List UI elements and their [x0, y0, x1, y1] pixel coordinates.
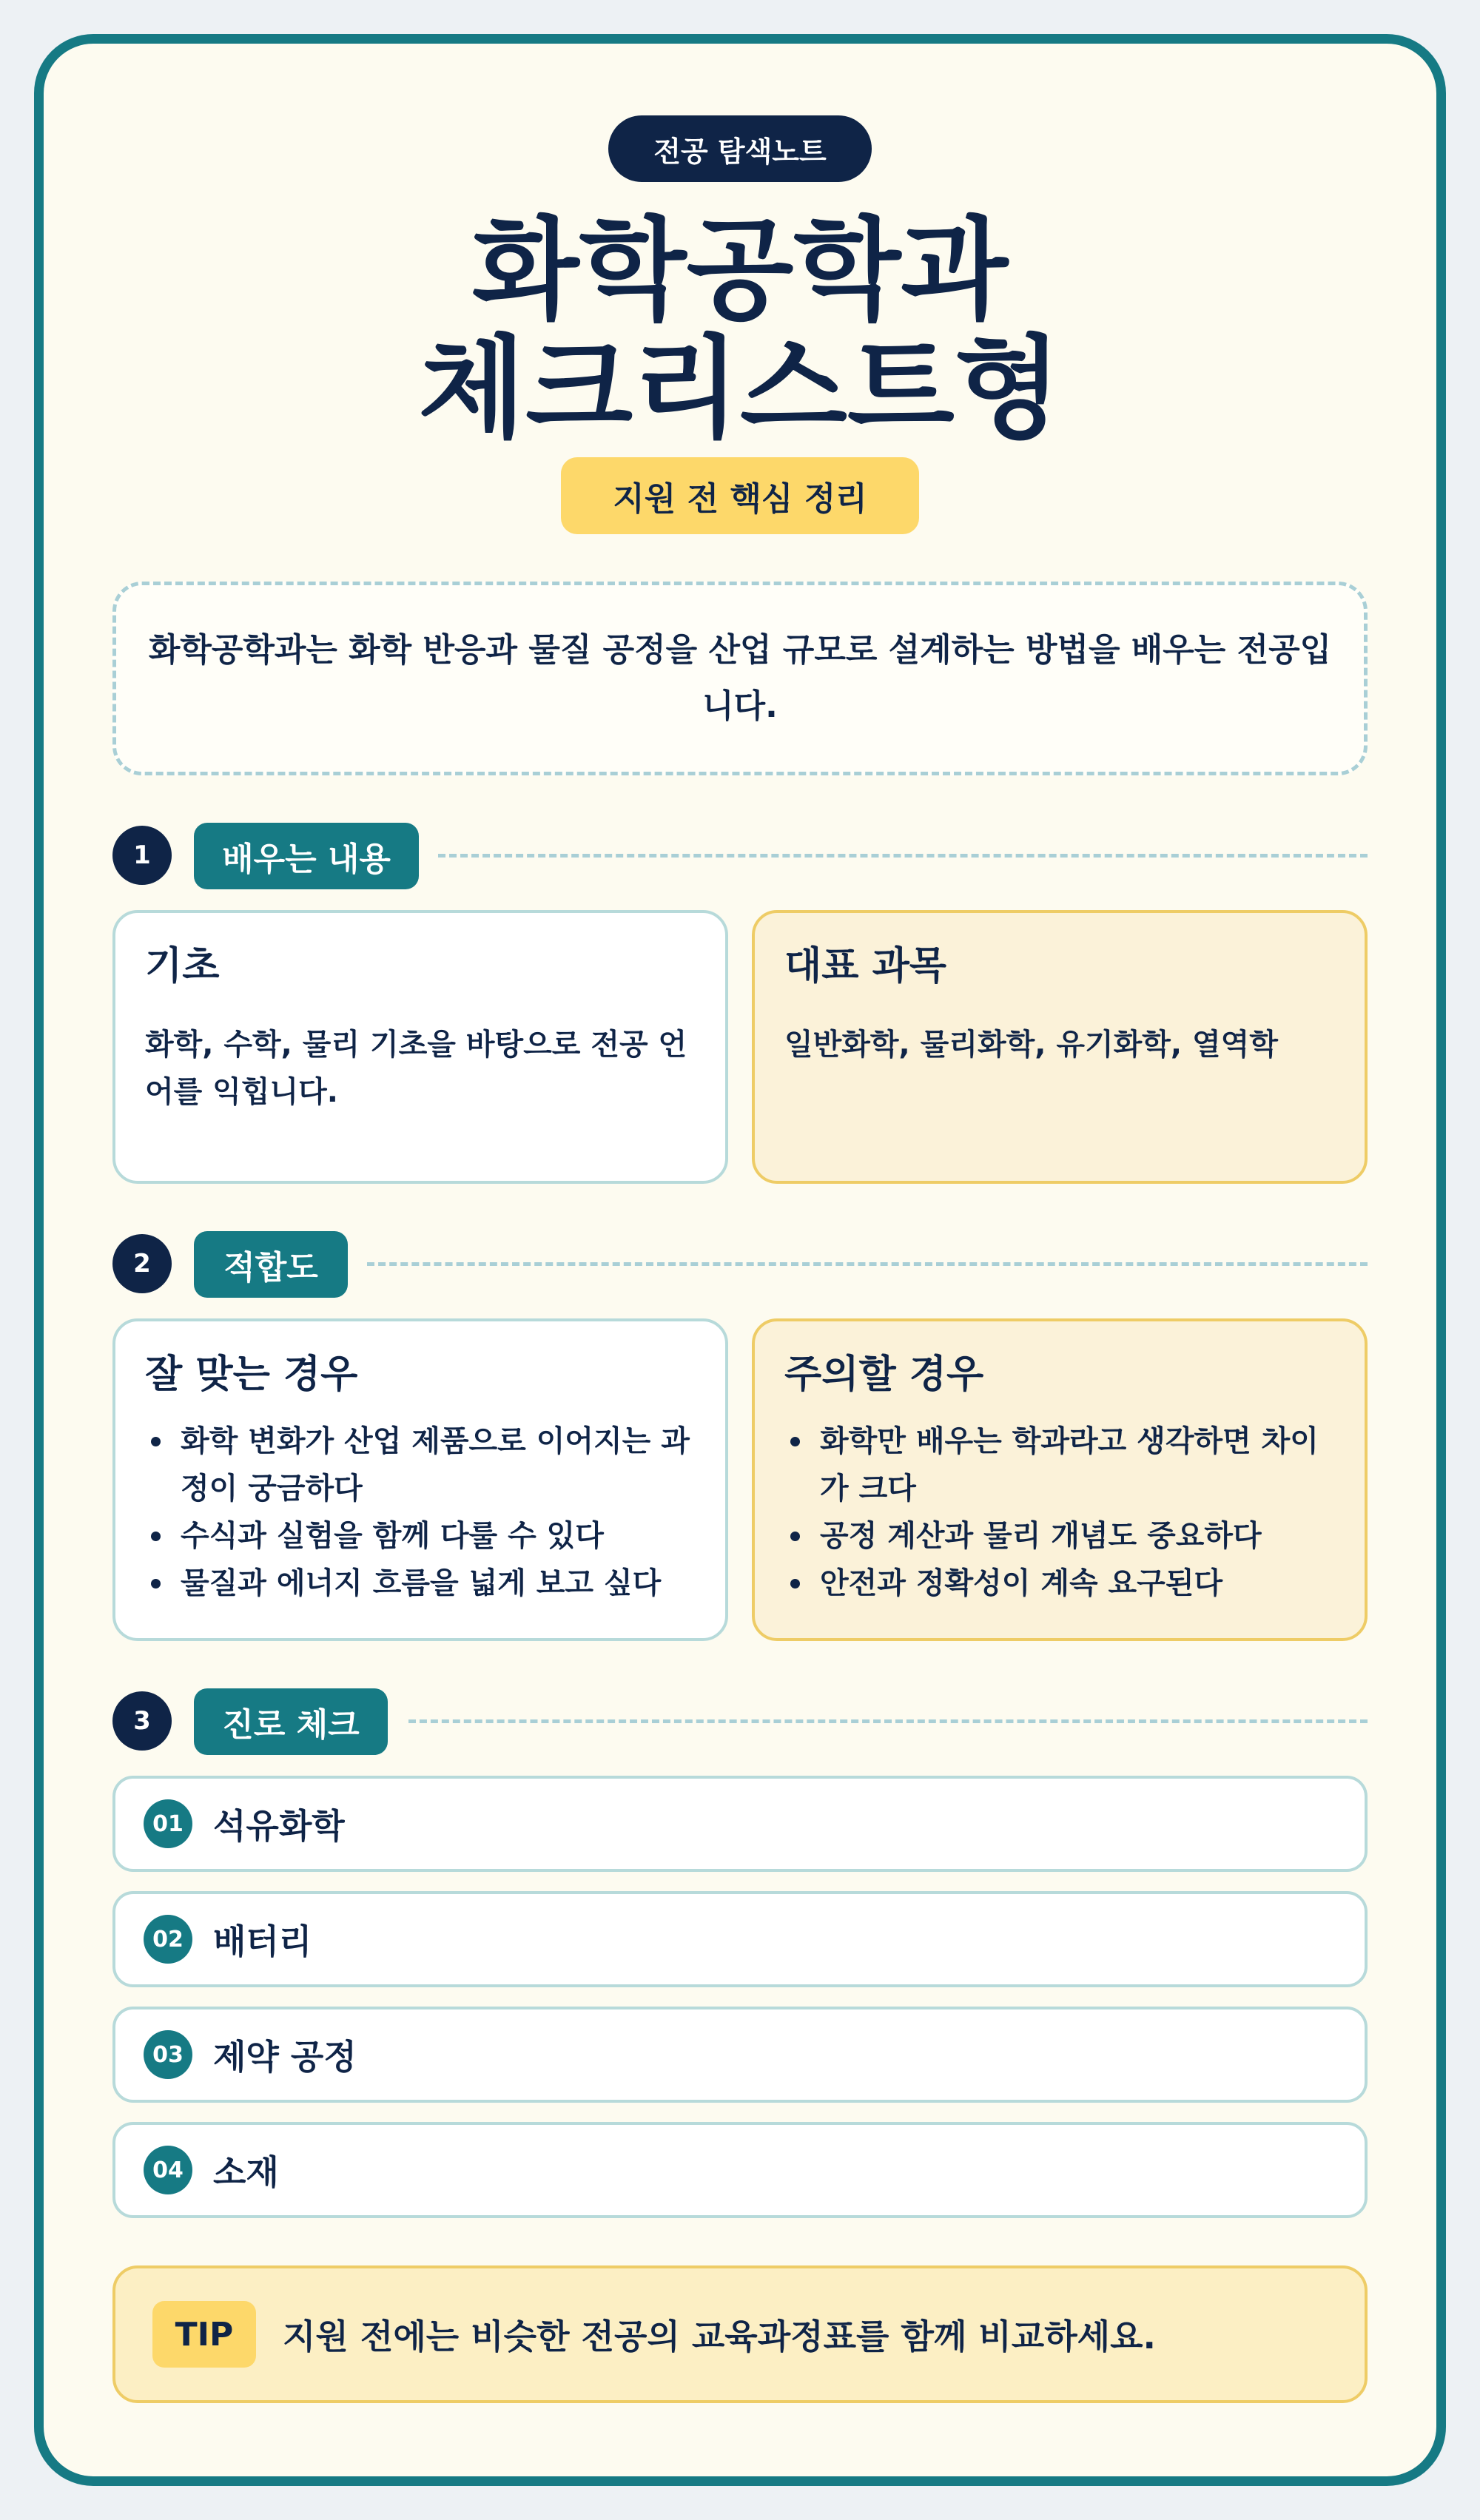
section-1-title: 배우는 내용 [194, 823, 419, 889]
box-heading: 기초 [145, 944, 220, 988]
tip-text: 지원 전에는 비슷한 전공의 교육과정표를 함께 비교하세요. [283, 2317, 1157, 2356]
tip-box [112, 2265, 1368, 2403]
intro-text: 화학공학과는 화학 반응과 물질 공정을 산업 규모로 설계하는 방법을 배우는 전공입니다. [148, 631, 1332, 725]
caution-box [752, 1318, 1368, 1641]
career-number-badge: 03 [144, 2030, 192, 2079]
header-badge: 전공 탐색노트 [608, 115, 872, 182]
subtitle-badge: 지원 전 핵심 정리 [561, 457, 919, 534]
list-item: 물질과 에너지 흐름을 넓게 보고 싶다 [145, 1560, 696, 1607]
section-divider [367, 1262, 1368, 1266]
career-number-badge: 04 [144, 2146, 192, 2194]
box-text: 화학, 수학, 물리 기초을 바탕으로 전공 언어를 익힙니다. [145, 1028, 687, 1109]
section-2-number: 2 [112, 1234, 172, 1293]
career-label: 소재 [213, 2152, 279, 2192]
list-item: 공정 계산과 물리 개념도 중요하다 [784, 1512, 1335, 1560]
basics-box [112, 910, 728, 1184]
section-2-title: 적합도 [194, 1231, 348, 1298]
career-item [112, 2007, 1368, 2103]
intro-box [112, 582, 1368, 775]
good-fit-box [112, 1318, 728, 1641]
list-item: 화학만 배우는 학과라고 생각하면 차이가 크다 [784, 1418, 1335, 1512]
career-item [112, 1776, 1368, 1872]
section-divider [408, 1719, 1368, 1723]
tip-tag: TIP [152, 2301, 256, 2368]
box-heading: 주의할 경우 [784, 1352, 984, 1397]
career-label: 석유화학 [213, 1806, 345, 1846]
list-item: 안전과 정확성이 계속 요구된다 [784, 1560, 1335, 1607]
list-item: 화학 변화가 산업 제품으로 이어지는 과정이 궁금하다 [145, 1418, 696, 1512]
good-fit-list [145, 1418, 696, 1607]
box-heading: 잘 맞는 경우 [145, 1352, 358, 1397]
section-3-title: 진로 체크 [194, 1688, 388, 1755]
list-item: 수식과 실험을 함께 다룰 수 있다 [145, 1512, 696, 1560]
caution-list [784, 1418, 1335, 1607]
career-label: 배터리 [213, 1921, 312, 1961]
section-1-number: 1 [112, 826, 172, 885]
section-divider [438, 854, 1368, 858]
career-number-badge: 01 [144, 1799, 192, 1848]
box-heading: 대표 과목 [784, 944, 947, 988]
courses-box [752, 910, 1368, 1184]
career-label: 제약 공정 [213, 2037, 357, 2077]
section-3-number: 3 [112, 1691, 172, 1751]
page-title-line2: 체크리스트형 [418, 325, 1062, 454]
career-item [112, 1891, 1368, 1987]
career-number-badge: 02 [144, 1915, 192, 1964]
career-item [112, 2122, 1368, 2218]
box-text: 일반화학, 물리화학, 유기화학, 열역학 [784, 1028, 1278, 1062]
page-title-line1: 화학공학과 [471, 206, 1009, 335]
